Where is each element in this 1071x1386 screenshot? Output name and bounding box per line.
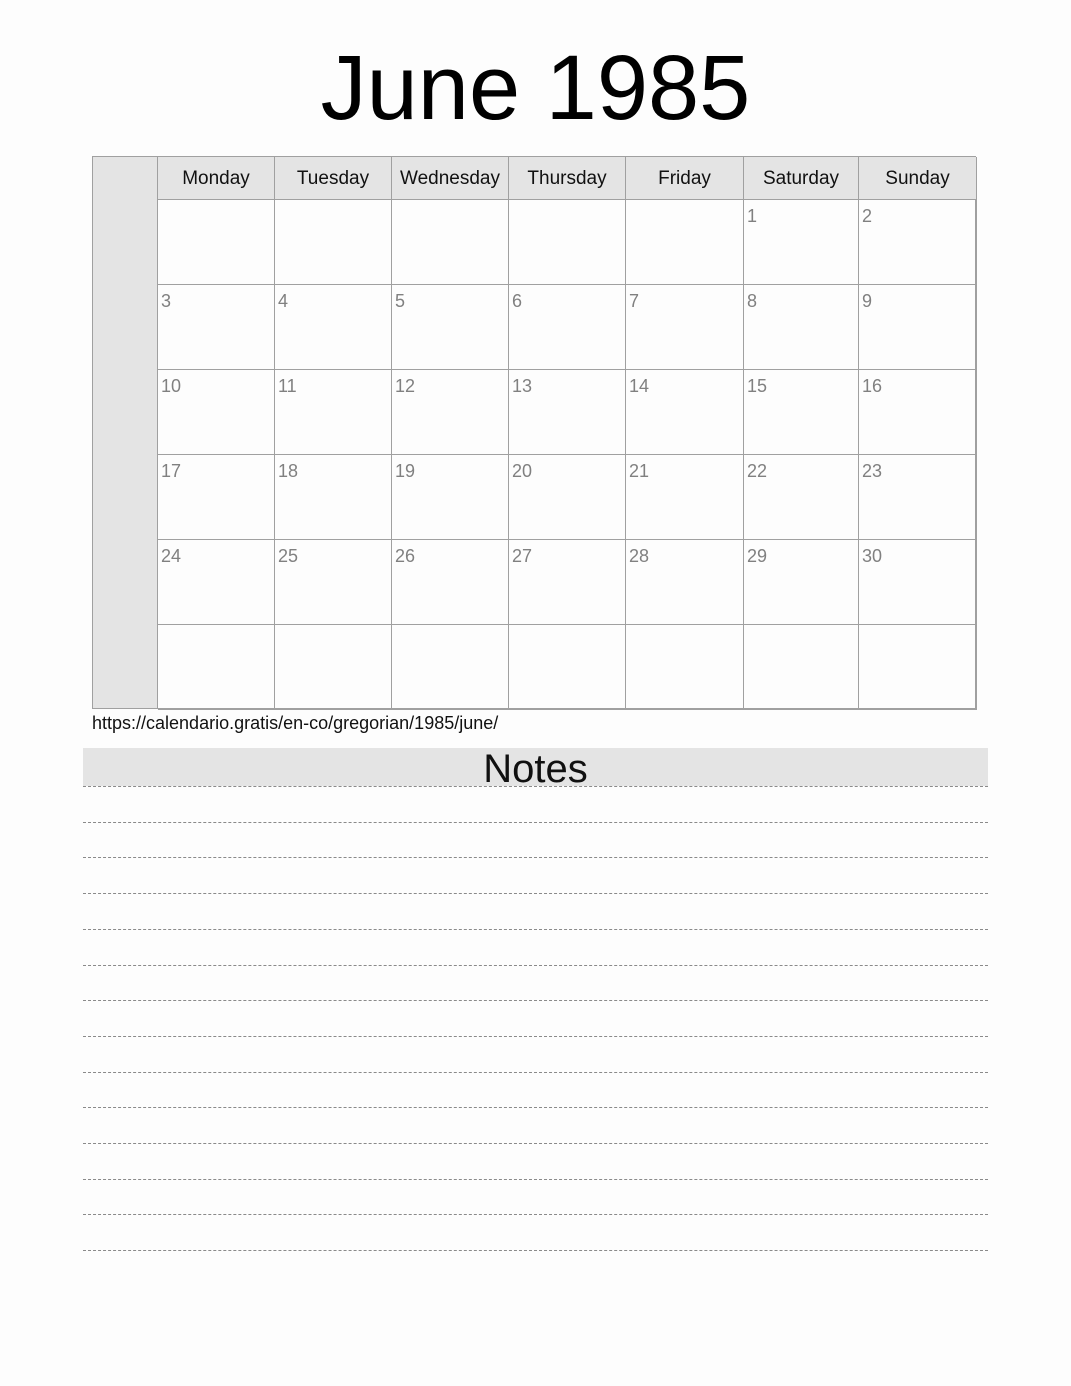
- day-cell[interactable]: [509, 540, 626, 625]
- day-number: 8: [747, 291, 758, 311]
- day-cell[interactable]: [859, 200, 977, 285]
- day-cell[interactable]: [859, 370, 977, 455]
- calendar-title: June 1985: [320, 37, 751, 139]
- day-cell[interactable]: [744, 455, 859, 540]
- day-cell[interactable]: [859, 285, 977, 370]
- day-cell[interactable]: [275, 285, 392, 370]
- day-cell[interactable]: [392, 200, 509, 285]
- day-cell[interactable]: [509, 455, 626, 540]
- day-cell[interactable]: [158, 540, 275, 625]
- day-cell[interactable]: [275, 625, 392, 710]
- day-number: 3: [161, 291, 172, 311]
- day-cell[interactable]: [158, 200, 275, 285]
- day-cell[interactable]: [275, 370, 392, 455]
- day-number: 10: [161, 376, 182, 396]
- day-number: 24: [161, 546, 182, 566]
- note-line: [83, 1000, 988, 1001]
- day-number: 23: [862, 461, 883, 481]
- day-number: 15: [747, 376, 768, 396]
- note-line: [83, 893, 988, 894]
- note-line: [83, 1107, 988, 1108]
- day-cell[interactable]: [626, 625, 744, 710]
- day-cell[interactable]: [275, 200, 392, 285]
- day-cell[interactable]: [275, 455, 392, 540]
- note-line: [83, 1250, 988, 1251]
- day-number: 18: [278, 461, 299, 481]
- day-number: 13: [512, 376, 533, 396]
- day-number: 19: [395, 461, 416, 481]
- day-number: 7: [629, 291, 640, 311]
- day-number: 1: [747, 206, 758, 226]
- day-cell[interactable]: [859, 625, 977, 710]
- calendar-grid: [92, 156, 976, 709]
- day-cell[interactable]: [744, 285, 859, 370]
- day-cell[interactable]: [509, 200, 626, 285]
- day-number: 14: [629, 376, 650, 396]
- day-number: 6: [512, 291, 523, 311]
- day-number: 16: [862, 376, 883, 396]
- day-number: 26: [395, 546, 416, 566]
- day-number: 29: [747, 546, 768, 566]
- day-cell[interactable]: [744, 370, 859, 455]
- note-line: [83, 965, 988, 966]
- day-cell[interactable]: [158, 625, 275, 710]
- note-line: [83, 1036, 988, 1037]
- day-number: 4: [278, 291, 289, 311]
- day-number: 11: [278, 376, 297, 396]
- day-cell[interactable]: [744, 540, 859, 625]
- note-line: [83, 1143, 988, 1144]
- day-number: 22: [747, 461, 768, 481]
- day-cell[interactable]: [158, 455, 275, 540]
- note-line: [83, 822, 988, 823]
- notes-title: Notes: [83, 748, 988, 786]
- day-cell[interactable]: [626, 200, 744, 285]
- weekday-header-wednesday: Wednesday: [392, 157, 509, 200]
- weekday-header-saturday: Saturday: [744, 157, 859, 200]
- day-number: 21: [629, 461, 650, 481]
- note-line: [83, 857, 988, 858]
- weekday-header-friday: Friday: [626, 157, 744, 200]
- day-cell[interactable]: [392, 370, 509, 455]
- day-cell[interactable]: [744, 625, 859, 710]
- day-cell[interactable]: [859, 540, 977, 625]
- day-number: 27: [512, 546, 533, 566]
- source-url: https://calendario.gratis/en-co/gregorian/1985/june/: [92, 713, 499, 733]
- day-cell[interactable]: [392, 625, 509, 710]
- weekday-header-tuesday: Tuesday: [275, 157, 392, 200]
- note-line: [83, 1179, 988, 1180]
- day-cell[interactable]: [158, 285, 275, 370]
- note-line: [83, 929, 988, 930]
- day-cell[interactable]: [509, 625, 626, 710]
- day-number: 9: [862, 291, 873, 311]
- day-number: 2: [862, 206, 873, 226]
- day-cell[interactable]: [626, 370, 744, 455]
- day-cell[interactable]: [158, 370, 275, 455]
- day-cell[interactable]: [626, 540, 744, 625]
- day-cell[interactable]: [626, 285, 744, 370]
- day-number: 28: [629, 546, 650, 566]
- weekday-header-monday: Monday: [158, 157, 275, 200]
- day-cell[interactable]: [744, 200, 859, 285]
- day-number: 20: [512, 461, 533, 481]
- day-cell[interactable]: [392, 285, 509, 370]
- day-number: 5: [395, 291, 406, 311]
- note-line: [83, 786, 988, 787]
- day-number: 25: [278, 546, 299, 566]
- day-cell[interactable]: [275, 540, 392, 625]
- note-line: [83, 1072, 988, 1073]
- day-cell[interactable]: [392, 455, 509, 540]
- day-cell[interactable]: [509, 370, 626, 455]
- week-number-column: [93, 157, 158, 708]
- day-cell[interactable]: [626, 455, 744, 540]
- weekday-header-sunday: Sunday: [859, 157, 977, 200]
- day-cell[interactable]: [859, 455, 977, 540]
- day-number: 30: [862, 546, 883, 566]
- weekday-header-thursday: Thursday: [509, 157, 626, 200]
- day-number: 17: [161, 461, 182, 481]
- day-number: 12: [395, 376, 416, 396]
- day-cell[interactable]: [392, 540, 509, 625]
- note-line: [83, 1214, 988, 1215]
- day-cell[interactable]: [509, 285, 626, 370]
